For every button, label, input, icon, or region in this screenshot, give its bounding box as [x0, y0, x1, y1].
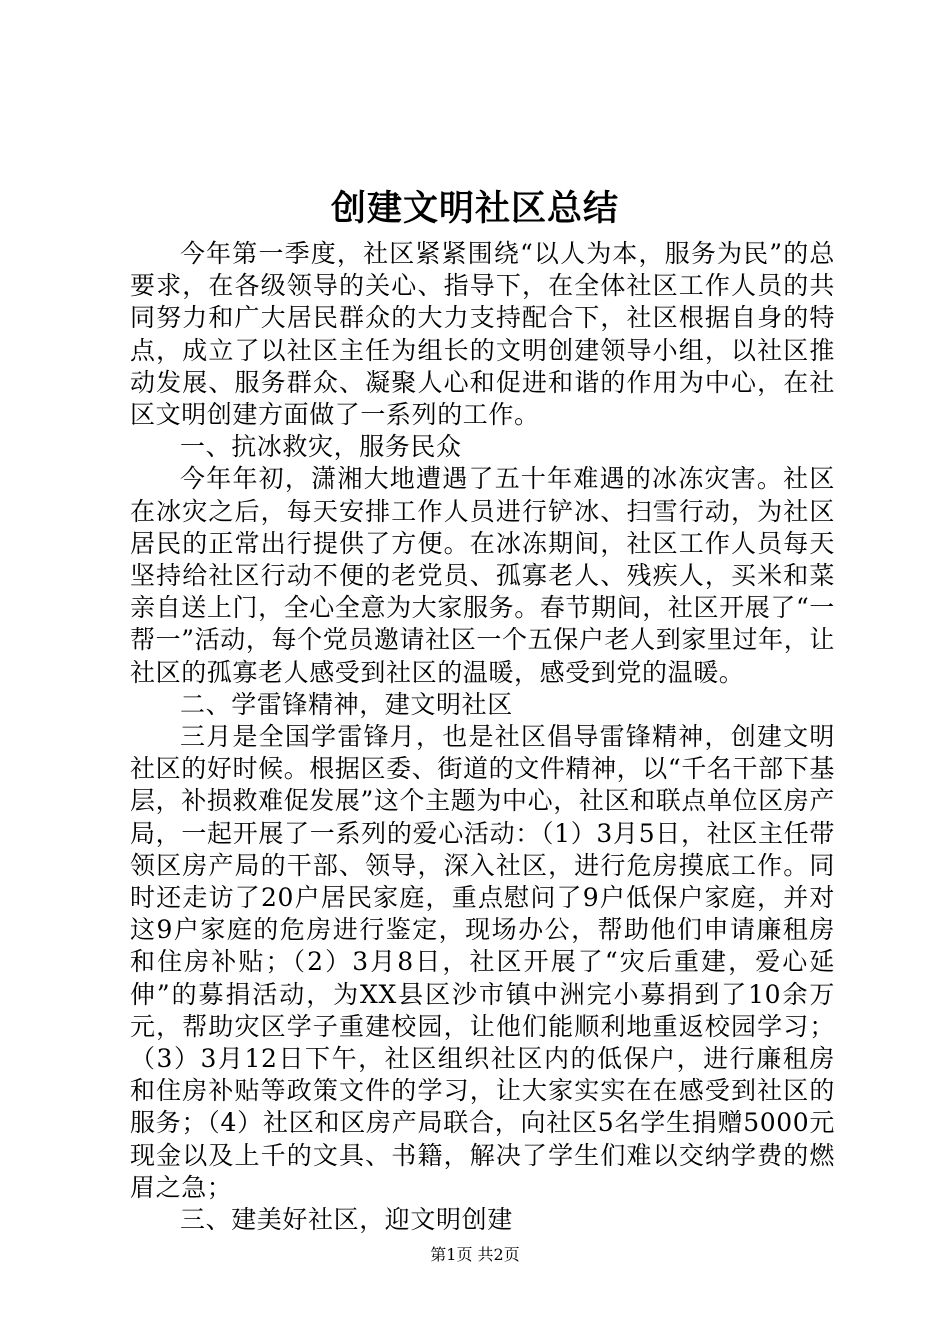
- page-footer: 第1页 共2页: [430, 1245, 520, 1264]
- document-body: [130, 238, 835, 1236]
- paragraph-section-1: 今年年初，潇湘大地遭遇了五十年难遇的冰冻灾害。社区在冰灾之后，每天安排工作人员进行铲冰、扫雪行动，为社区居民的正常出行提供了方便。在冰冻期间，社区工作人员每天坚持给社区行动不便的老党员、孤寡老人、残疾人，买米和菜亲自送上门，全心全意为大家服务。春节期间，社区开展了“一帮一”活动，每个党员邀请社区一个五保户老人到家里过年，让社区的孤寡老人感受到社区的温暖，感受到党的温暖。: [130, 464, 835, 687]
- section-heading-2: 二、学雷锋精神，建文明社区: [180, 689, 513, 719]
- section-heading-1: 一、抗冰救灾，服务民众: [180, 432, 462, 462]
- paragraph-section-2: 三月是全国学雷锋月，也是社区倡导雷锋精神，创建文明社区的好时候。根据区委、街道的文件精神，以“千名干部下基层，补损救难促发展”这个主题为中心，社区和联点单位区房产局，一起开展了一系列的爱心活动：（1）3月5日，社区主任带领区房产局的干部、领导，深入社区，进行危房摸底工作。同时还走访了20户居民家庭，重点慰问了9户低保户家庭，并对这9户家庭的危房进行鉴定，现场办公，帮助他们申请廉租房和住房补贴；（2）3月8日，社区开展了“灾后重建，爱心延伸”的募捐活动，为XX县区沙市镇中洲完小募捐到了10余万元，帮助灾区学子重建校园，让他们能顺利地重返校园学习；（3）3月12日下午，社区组织社区内的低保户，进行廉租房和住房补贴等政策文件的学习，让大家实实在在感受到社区的服务；（4）社区和区房产局联合，向社区5名学生捐赠5000元现金以及上千的文具、书籍，解决了学生们难以交纳学费的燃眉之急；: [130, 722, 835, 1202]
- section-heading-3: 三、建美好社区，迎文明创建: [180, 1205, 513, 1235]
- paragraph-intro: 今年第一季度，社区紧紧围绕“以人为本，服务为民”的总要求，在各级领导的关心、指导下，在全体社区工作人员的共同努力和广大居民群众的大力支持配合下，社区根据自身的特点，成立了以社区主任为组长的文明创建领导小组，以社区推动发展、服务群众、凝聚人心和促进和谐的作用为中心，在社区文明创建方面做了一系列的工作。: [130, 239, 835, 430]
- document-title: 创建文明社区总结: [330, 188, 619, 229]
